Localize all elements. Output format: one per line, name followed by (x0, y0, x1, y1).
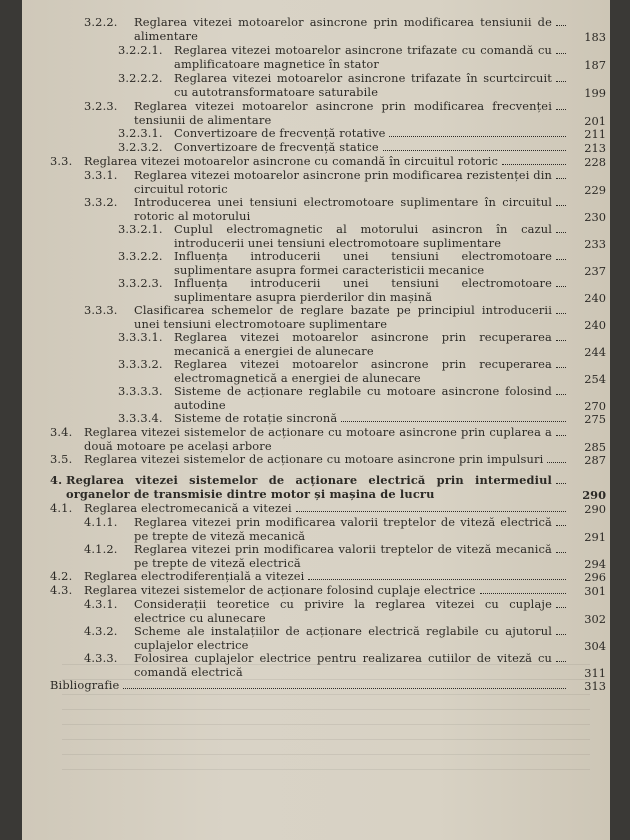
section-title: Convertizoare de frecvență statice (174, 140, 379, 154)
section-number: 3.3.3.1. (118, 330, 163, 344)
toc-entry (118, 223, 570, 250)
toc-entry (84, 196, 570, 223)
section-title: Reglarea vitezei motoarelor asincrone cu comandă în circuitul rotoric (84, 154, 499, 168)
toc-entry (84, 543, 570, 570)
dot-leader (556, 394, 566, 395)
toc-entry (118, 331, 570, 358)
toc-entry (84, 625, 570, 652)
toc-entry (118, 277, 570, 304)
toc-entry (84, 16, 570, 43)
section-title: Reglarea vitezei motoarelor asincrone trifazate în scurtcircuit cu autotransformatoare saturabile (174, 71, 552, 99)
page-number: 275 (584, 412, 606, 426)
page-number: 304 (584, 638, 606, 653)
section-title: Sisteme de acționare reglabile cu motoare asincrone folosind autodine (174, 384, 552, 412)
section-title: Considerații teoretice cu privire la reglarea vitezei cu cuplaje electrice cu alunecare (134, 597, 552, 625)
section-number: 4.3.2. (84, 624, 118, 638)
section-number: 3.3.1. (84, 168, 118, 182)
section-title: Reglarea vitezei motoarelor asincrone prin modificarea tensiunii de alimentare (134, 15, 552, 43)
section-title: Reglarea electromecanică a vitezei (84, 501, 292, 515)
dot-leader (556, 607, 566, 608)
dot-leader (556, 109, 566, 110)
section-number: 4. (50, 473, 63, 487)
page-number: 230 (584, 209, 606, 224)
toc-entry (118, 141, 570, 155)
section-title: Sisteme de rotație sincronă (174, 411, 338, 425)
section-title: Bibliografie (50, 678, 120, 692)
page-number: 294 (584, 556, 606, 571)
section-title: Reglarea vitezei prin modificarea valorii treptelor de viteză mecanică pe trepte de viteză electrică (134, 542, 552, 570)
section-title: Reglarea vitezei motoarelor asincrone prin recuperarea mecanică a energiei de alunecare (174, 330, 552, 358)
section-title: Reglarea vitezei motoarelor asincrone prin modificarea rezistenței din circuitul rotoric (134, 168, 552, 196)
dot-leader (502, 164, 566, 165)
dot-leader (296, 511, 566, 512)
section-number: 3.3.2.1. (118, 222, 163, 236)
section-title: Reglarea electrodiferențială a vitezei (84, 569, 305, 583)
dot-leader (556, 634, 566, 635)
section-title: Influența introducerii unei tensiuni electromotoare suplimentare asupra pierderilor din mașină (174, 276, 552, 304)
dot-leader (556, 435, 566, 436)
section-number: 4.1.1. (84, 515, 118, 529)
dot-leader (556, 25, 566, 26)
toc-entry (118, 385, 570, 412)
section-title: Reglarea vitezei sistemelor de acționare cu motoare asincrone prin cuplarea a două motoare pe același arbore (84, 425, 552, 453)
section-number: 3.2.2. (84, 15, 118, 29)
section-title: Clasificarea schemelor de reglare bazate pe principiul introducerii unei tensiuni electromotoare suplimentare (134, 303, 552, 331)
dot-leader (556, 340, 566, 341)
bleed-through-text (62, 650, 590, 810)
toc-entry (50, 426, 570, 453)
dot-leader (556, 525, 566, 526)
section-title: Cuplul electromagnetic al motorului asincron în cazul introducerii unei tensiuni electromotoare suplimentare (174, 222, 552, 250)
page-number: 183 (584, 29, 606, 44)
section-number: 3.5. (50, 452, 73, 466)
dot-leader (556, 205, 566, 206)
toc-entry (50, 155, 570, 169)
page-number: 270 (584, 398, 606, 413)
page-number: 240 (584, 290, 606, 305)
page-number: 211 (584, 127, 606, 141)
toc-entry (84, 304, 570, 331)
section-title: Reglarea vitezei sistemelor de acționare electrică prin intermediul organelor de transmisie dintre motor și mașina de lucru (66, 473, 552, 501)
toc-entry (50, 502, 570, 516)
page-number: 301 (584, 584, 606, 598)
dot-leader (556, 367, 566, 368)
section-title: Convertizoare de frecvență rotative (174, 126, 386, 140)
section-number: 3.2.2.1. (118, 43, 163, 57)
toc-entry (118, 44, 570, 71)
toc-entry (84, 169, 570, 196)
page-number: 237 (584, 263, 606, 278)
section-number: 3.4. (50, 425, 73, 439)
toc-entry (118, 250, 570, 277)
dot-leader (556, 53, 566, 54)
page-number: 290 (584, 502, 606, 516)
dot-leader (556, 313, 566, 314)
toc-entry (50, 453, 570, 467)
section-number: 4.1.2. (84, 542, 118, 556)
section-number: 3.3.2. (84, 195, 118, 209)
dot-leader (383, 150, 566, 151)
page-number: 302 (584, 611, 606, 626)
dot-leader (556, 286, 566, 287)
page-number: 285 (584, 439, 606, 454)
toc-entry (118, 358, 570, 385)
toc-entry (84, 100, 570, 127)
section-number: 4.2. (50, 569, 73, 583)
dot-leader (480, 593, 566, 594)
toc-entry (84, 598, 570, 625)
section-number: 3.2.2.2. (118, 71, 163, 85)
page-number: 187 (584, 57, 606, 72)
section-title: Reglarea vitezei prin modificarea valorii treptelor de viteză electrică pe trepte de viteză mecanică (134, 515, 552, 543)
dot-leader (389, 136, 566, 137)
page-number: 311 (584, 665, 606, 680)
page-number: 240 (584, 317, 606, 332)
page-number: 228 (584, 155, 606, 169)
page-number: 233 (584, 236, 606, 251)
section-number: 3.3.3.3. (118, 384, 163, 398)
page-number: 229 (584, 182, 606, 197)
page-number: 287 (584, 453, 606, 467)
page-number: 254 (584, 371, 606, 386)
page-number: 244 (584, 344, 606, 359)
toc-entry (50, 584, 570, 598)
page-number: 213 (584, 141, 606, 155)
page-number: 199 (584, 85, 606, 100)
section-number: 3.2.3. (84, 99, 118, 113)
dot-leader (547, 462, 566, 463)
dot-leader (556, 81, 566, 82)
section-number: 4.3.3. (84, 651, 118, 665)
section-number: 3.3.2.3. (118, 276, 163, 290)
section-number: 3.2.3.2. (118, 140, 163, 154)
section-number: 3.3.3.2. (118, 357, 163, 371)
section-title: Reglarea vitezei sistemelor de acționare cu motoare asincrone prin impulsuri (84, 452, 544, 466)
section-number: 3.3.2.2. (118, 249, 163, 263)
toc-entry (50, 570, 570, 584)
section-title: Folosirea cuplajelor electrice pentru realizarea cutiilor de viteză cu comandă electrică (134, 651, 552, 679)
toc-entry (50, 474, 570, 501)
section-title: Reglarea vitezei sistemelor de acționare folosind cuplaje electrice (84, 583, 476, 597)
dot-leader (556, 259, 566, 260)
page-number: 313 (584, 679, 606, 693)
section-title: Reglarea vitezei motoarelor asincrone trifazate cu comandă cu amplificatoare magnetice în stator (174, 43, 552, 71)
section-title: Reglarea vitezei motoarelor asincrone prin modificarea frecvenței tensiunii de alimentare (134, 99, 552, 127)
section-number: 4.3.1. (84, 597, 118, 611)
section-number: 3.3.3. (84, 303, 118, 317)
toc-entry (118, 412, 570, 426)
section-number: 3.3.3.4. (118, 411, 163, 425)
toc-entry (118, 72, 570, 99)
section-number: 3.2.3.1. (118, 126, 163, 140)
page-number: 296 (584, 570, 606, 584)
page-number: 201 (584, 113, 606, 128)
section-number: 3.3. (50, 154, 73, 168)
dot-leader (556, 483, 566, 484)
section-number: 4.3. (50, 583, 73, 597)
page-number: 290 (582, 487, 606, 502)
toc-entry (118, 127, 570, 141)
dot-leader (556, 552, 566, 553)
book-page (22, 0, 610, 840)
section-title: Influența introducerii unei tensiuni electromotoare suplimentare asupra formei caracteristicii mecanice (174, 249, 552, 277)
page-number: 291 (584, 529, 606, 544)
section-title: Scheme ale instalațiilor de acționare electrică reglabile cu ajutorul cuplajelor electrice (134, 624, 552, 652)
section-title: Introducerea unei tensiuni electromotoare suplimentare în circuitul rotoric al motorului (134, 195, 552, 223)
dot-leader (556, 232, 566, 233)
section-title: Reglarea vitezei motoarelor asincrone prin recuperarea electromagnetică a energiei de alunecare (174, 357, 552, 385)
dot-leader (341, 421, 566, 422)
toc-entry (84, 516, 570, 543)
dot-leader (308, 579, 566, 580)
dot-leader (556, 178, 566, 179)
section-number: 4.1. (50, 501, 73, 515)
